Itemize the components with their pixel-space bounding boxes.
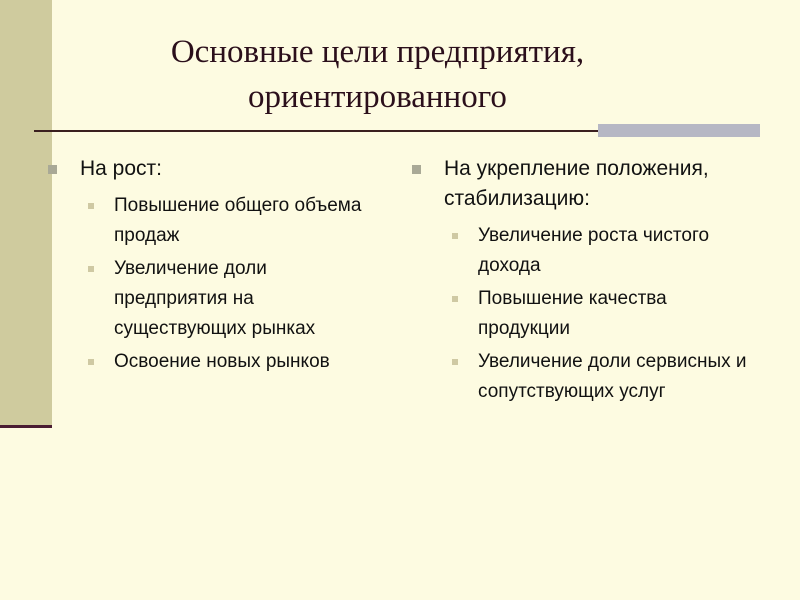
square-bullet-icon <box>48 165 57 174</box>
left-heading-item <box>48 154 383 184</box>
list-item <box>48 254 383 344</box>
list-item-text: Увеличение доли сервисных и сопутствующих услуг <box>478 351 747 402</box>
list-item-text: Повышение общего объема продаж <box>114 195 362 246</box>
list-item <box>412 284 762 344</box>
square-bullet-icon <box>412 165 421 174</box>
list-item <box>412 347 762 407</box>
list-item <box>48 191 383 251</box>
right-column <box>412 154 762 410</box>
list-item <box>412 221 762 281</box>
left-heading: На рост: <box>80 157 162 180</box>
small-square-bullet-icon <box>452 296 458 302</box>
slide-title-line-1: Основные цели предприятия, <box>170 34 585 70</box>
right-heading-item <box>412 154 762 214</box>
small-square-bullet-icon <box>452 359 458 365</box>
list-item-text: Повышение качества продукции <box>478 288 667 339</box>
list-item-text: Освоение новых рынков <box>114 351 330 372</box>
title-accent-bar <box>598 124 760 137</box>
left-subitems <box>48 191 383 377</box>
left-column <box>48 154 383 380</box>
right-heading: На укрепление положения, стабилизацию: <box>444 157 709 210</box>
small-square-bullet-icon <box>452 233 458 239</box>
slide-title <box>0 30 755 120</box>
right-subitems <box>412 221 762 407</box>
small-square-bullet-icon <box>88 266 94 272</box>
left-band-underline <box>0 425 52 428</box>
small-square-bullet-icon <box>88 359 94 365</box>
slide-title-line-2: ориентированного <box>248 79 507 115</box>
list-item <box>48 347 383 377</box>
small-square-bullet-icon <box>88 203 94 209</box>
list-item-text: Увеличение роста чистого дохода <box>478 225 710 276</box>
list-item-text: Увеличение доли предприятия на существующих рынках <box>114 258 316 339</box>
